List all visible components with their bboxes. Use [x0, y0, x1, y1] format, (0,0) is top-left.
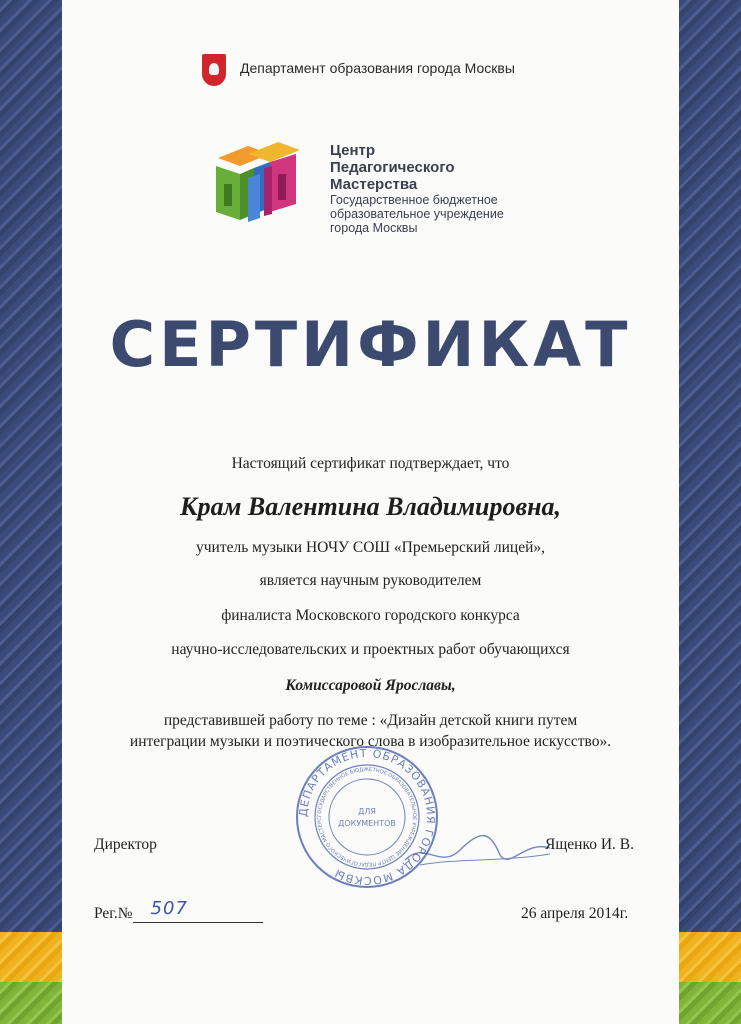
director-label: Директор: [94, 836, 157, 853]
registration: [94, 898, 263, 923]
center-name-line: Центр: [330, 142, 376, 159]
stamp-inner-ring-text: ГОСУДАРСТВЕННОЕ БЮДЖЕТНОЕ ОБРАЗОВАТЕЛЬНОЕ УЧРЕЖДЕНИЕ ЦЕНТР ПЕДАГОГИЧЕСКОГО МАСТЕРС: [316, 766, 418, 868]
center-sub-line: образовательное учреждение: [330, 207, 504, 221]
department-name: Департамент образования города Москвы: [240, 60, 515, 76]
body-line-1: учитель музыки НОЧУ СОШ «Премьерский лицей»,: [195, 539, 545, 556]
recipient-name: Крам Валентина Владимировна,: [179, 492, 562, 521]
signer-name: Ященко И. В.: [545, 836, 634, 853]
center-sub-line: Государственное бюджетное: [330, 193, 498, 207]
topic-line-2: интеграции музыки и поэтического слова в изобразительное искусство».: [129, 733, 612, 750]
moscow-emblem-icon: [202, 54, 226, 86]
stamp-center-line-2: ДОКУМЕНТОВ: [338, 819, 396, 828]
student-name: Комиссаровой Ярославы,: [285, 677, 456, 694]
intro-text: Настоящий сертификат подтверждает, что: [231, 455, 510, 472]
center-name-line: Педагогического: [330, 159, 455, 176]
stamp-center-line-1: ДЛЯ: [358, 807, 376, 816]
certificate-title: СЕРТИФИКАТ: [109, 308, 632, 381]
body-line-4: научно-исследовательских и проектных работ обучающихся: [171, 641, 570, 658]
center-name-block: [330, 142, 504, 235]
department-header: [200, 52, 540, 92]
reg-number: 507: [150, 898, 188, 919]
issue-date: 26 апреля 2014г.: [521, 905, 629, 922]
handwritten-signature: [400, 820, 560, 880]
body-line-3: финалиста Московского городского конкурса: [221, 607, 520, 624]
body-line-2: является научным руководителем: [259, 572, 482, 589]
stamp-ring-text: ДЕПАРТАМЕНТ ОБРАЗОВАНИЯ ГОРОДА МОСКВЫ: [296, 746, 438, 888]
center-sub-line: города Москвы: [330, 221, 418, 235]
reg-label: Рег.№: [94, 905, 133, 922]
topic-line-1: представившей работу по теме : «Дизайн детской книги путем: [163, 712, 578, 729]
reg-number-field: [133, 898, 263, 923]
center-name-line: Мастерства: [330, 176, 418, 193]
cpm-logo-icon: [208, 138, 306, 236]
